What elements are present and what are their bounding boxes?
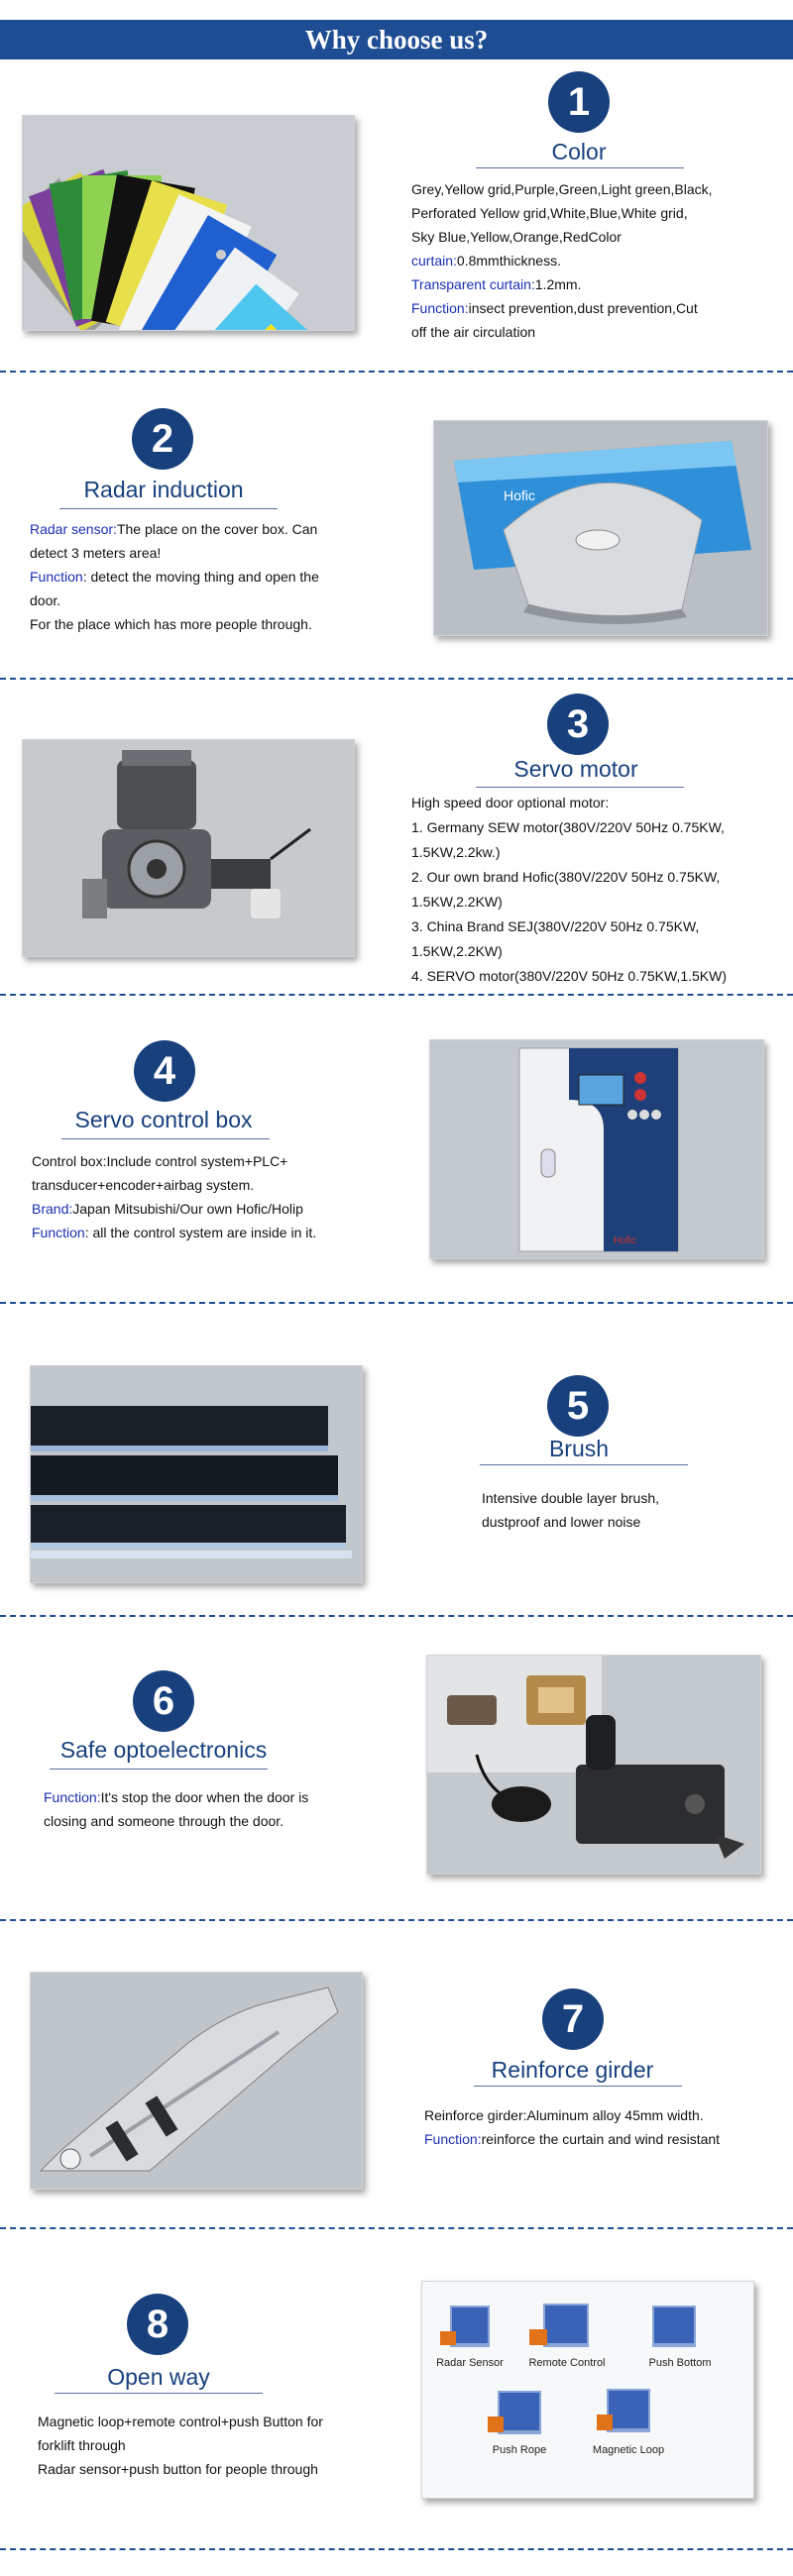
servo-motor-photo [22, 739, 355, 957]
section-description [30, 517, 406, 636]
section-number-badge: 8 [127, 2294, 188, 2355]
section-title: Safe optoelectronics [59, 1737, 268, 1763]
desc-line: Grey,Yellow grid,Purple,Green,Light green,Black, [411, 181, 713, 197]
desc-line: 3. China Brand SEJ(380V/220V 50Hz 0.75KW, [411, 918, 700, 934]
section-divider [0, 678, 793, 680]
section-description [44, 1785, 410, 1833]
desc-line: 2. Our own brand Hofic(380V/220V 50Hz 0.75KW, [411, 869, 721, 885]
desc-line: Function: all the control system are inside in it. [32, 1225, 317, 1240]
title-underline [59, 508, 278, 509]
section-divider [0, 1615, 793, 1617]
desc-line: Function:insect prevention,dust prevention,Cut [411, 300, 698, 316]
desc-line: off the air circulation [411, 324, 536, 340]
section-divider [0, 1302, 793, 1304]
open-mode-label: Radar Sensor [436, 2357, 504, 2369]
desc-line: High speed door optional motor: [411, 795, 610, 810]
section-title: Brush [548, 1436, 610, 1461]
section-title: Servo motor [513, 756, 638, 782]
svg-text:Hofic: Hofic [614, 1235, 636, 1246]
section-number-badge: 7 [542, 1988, 604, 2050]
section-description [32, 1149, 408, 1244]
section-divider [0, 1919, 793, 1921]
desc-line: Reinforce girder:Aluminum alloy 45mm width. [424, 2107, 704, 2123]
desc-line: Radar sensor:The place on the cover box. Can [30, 521, 318, 537]
section-divider [0, 994, 793, 996]
title-underline [50, 1769, 268, 1770]
desc-line: curtain:0.8mmthickness. [411, 253, 561, 268]
color-swatches-photo [22, 115, 355, 331]
open-way-diagram [421, 2281, 754, 2499]
svg-text:Hofic: Hofic [504, 487, 535, 503]
desc-line: Intensive double layer brush, [482, 1490, 659, 1506]
section-description [411, 791, 793, 989]
control-box-photo [429, 1039, 764, 1259]
title-underline [476, 787, 684, 788]
section-number-badge: 6 [133, 1670, 194, 1732]
desc-line: closing and someone through the door. [44, 1813, 284, 1829]
reinforce-girder-photo [30, 1972, 363, 2190]
page-header [0, 20, 793, 59]
desc-line: 1.5KW,2.2KW) [411, 943, 503, 959]
section-description [38, 2410, 414, 2481]
desc-line: 1.5KW,2.2kw.) [411, 844, 501, 860]
desc-line: 1. Germany SEW motor(380V/220V 50Hz 0.75KW, [411, 819, 725, 835]
section-divider [0, 2548, 793, 2550]
page-title: Why choose us? [304, 25, 489, 54]
radar-sensor-photo [433, 420, 768, 636]
section-number-badge: 2 [132, 408, 193, 470]
section-number-badge: 4 [134, 1040, 195, 1102]
desc-line: Control box:Include control system+PLC+ [32, 1153, 288, 1169]
title-underline [480, 1464, 688, 1465]
desc-line: Function:reinforce the curtain and wind resistant [424, 2131, 721, 2147]
desc-line: Magnetic loop+remote control+push Button for [38, 2414, 323, 2429]
section-title: Servo control box [74, 1107, 253, 1132]
desc-line: 4. SERVO motor(380V/220V 50Hz 0.75KW,1.5KW) [411, 968, 728, 984]
desc-line: Brand:Japan Mitsubishi/Our own Hofic/Holip [32, 1201, 303, 1217]
section-number-badge: 1 [548, 71, 610, 133]
section-description [482, 1486, 779, 1534]
title-underline [61, 1138, 270, 1139]
open-mode-label: Magnetic Loop [592, 2444, 665, 2456]
desc-line: Perforated Yellow grid,White,Blue,White grid, [411, 205, 688, 221]
desc-line: door. [30, 592, 61, 608]
title-underline [476, 167, 684, 168]
section-number-badge: 5 [547, 1375, 609, 1437]
desc-line: Transparent curtain:1.2mm. [411, 276, 582, 292]
open-mode-label: Remote Control [528, 2357, 606, 2369]
section-title: Radar induction [83, 477, 244, 502]
desc-line: Function: detect the moving thing and open the [30, 569, 319, 585]
section-title: Color [551, 139, 607, 164]
section-number-badge: 3 [547, 694, 609, 755]
desc-line: For the place which has more people through. [30, 616, 312, 632]
desc-line: Function:It's stop the door when the door is [44, 1789, 309, 1805]
desc-line: dustproof and lower noise [482, 1514, 641, 1530]
open-mode-label: Push Rope [492, 2444, 547, 2456]
title-underline [55, 2393, 263, 2394]
section-description [411, 177, 793, 344]
open-mode-label: Push Bottom [648, 2357, 712, 2369]
title-underline [474, 2086, 682, 2087]
section-divider [0, 371, 793, 373]
desc-line: Radar sensor+push button for people through [38, 2461, 318, 2477]
desc-line: Sky Blue,Yellow,Orange,RedColor [411, 229, 622, 245]
desc-line: forklift through [38, 2437, 126, 2453]
desc-line: 1.5KW,2.2KW) [411, 894, 503, 910]
desc-line: transducer+encoder+airbag system. [32, 1177, 255, 1193]
section-description [424, 2103, 793, 2151]
optoelectronics-photo [426, 1655, 761, 1875]
section-divider [0, 2227, 793, 2229]
section-title: Open way [107, 2364, 210, 2390]
desc-line: detect 3 meters area! [30, 545, 162, 561]
brush-photo [30, 1365, 363, 1583]
section-title: Reinforce girder [491, 2057, 654, 2083]
